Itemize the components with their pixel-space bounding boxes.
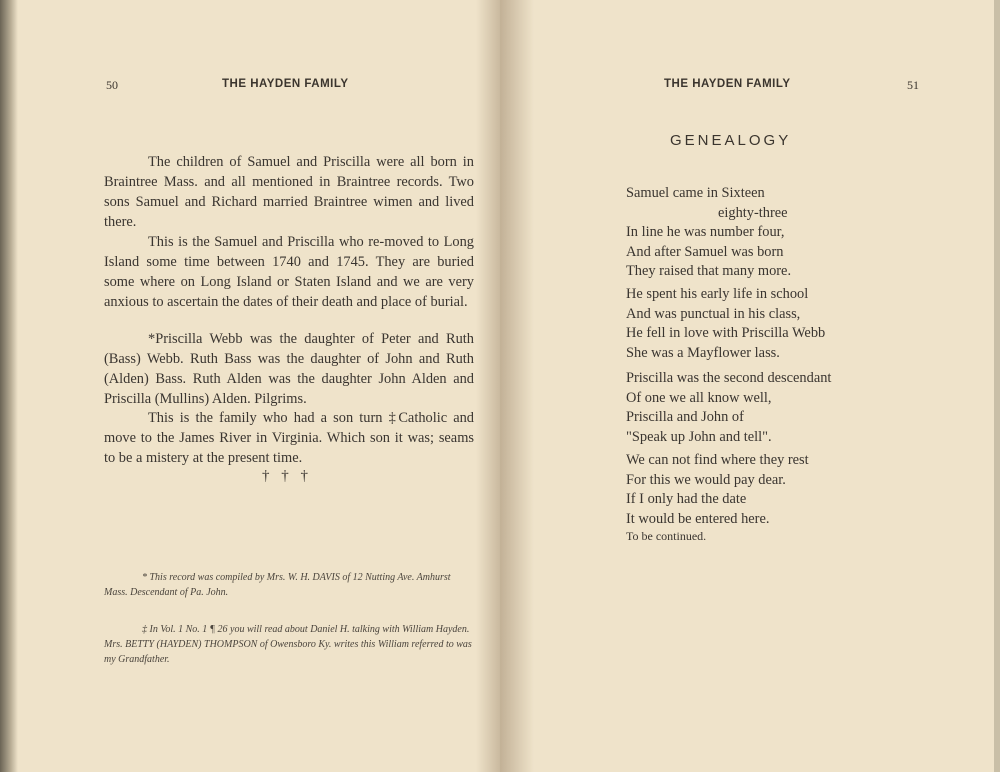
paragraph-text: This is the Samuel and Priscilla who re-moved to Long Island some time between 1740 and 1745. They are buried some where on Long Island or Staten Island and we are very anxious to ascertain the dates of their death and place of burial.: [104, 234, 474, 310]
poem-line: They raised that many more.: [626, 263, 792, 279]
paragraph: [104, 408, 474, 468]
spine-shadow: [476, 0, 500, 772]
footnote: ‡ In Vol. 1 No. 1 ¶ 26 you will read about Daniel H. talking with William Hayden. Mrs. BETTY (HAYDEN) THOMPSON of Owensboro Ky. writes this William referred to was my Grandfather.: [104, 624, 472, 665]
paragraph: [104, 152, 474, 232]
poem-line: Priscilla was the second descendant: [626, 370, 832, 386]
paragraph-text: This is the family who had a son turn ‡Catholic and move to the James River in Virginia. Which son it was; seams to be a mistery at the present time.: [104, 410, 474, 466]
poem-line: If I only had the date: [626, 491, 747, 507]
poem-stanza: [626, 451, 809, 529]
poem-line: It would be entered here.: [626, 510, 770, 527]
paragraph: [104, 232, 474, 312]
paragraph: [104, 329, 474, 409]
running-head: THE HAYDEN FAMILY: [222, 78, 349, 90]
poem-line: Of one we all know well,: [626, 389, 772, 406]
poem-line: He fell in love with Priscilla Webb: [626, 325, 826, 341]
running-head: THE HAYDEN FAMILY: [664, 78, 791, 90]
page-edge: [0, 0, 18, 772]
poem-line: She was a Mayflower lass.: [626, 344, 780, 361]
poem-line: He spent his early life in school: [626, 286, 809, 302]
paragraph-text: The children of Samuel and Priscilla were all born in Braintree Mass. and all mentioned in Braintree records. Two sons Samuel and Richard married Braintree wimen and lived there.: [104, 154, 474, 230]
poem-line: Samuel came in Sixteen: [626, 185, 765, 201]
poem-line: And was punctual in his class,: [626, 305, 801, 322]
section-heading: GENEALOGY: [670, 132, 792, 149]
poem-stanza: [626, 369, 831, 447]
poem-line: eighty-three: [718, 204, 788, 221]
paragraph-text: *Priscilla Webb was the daughter of Peter and Ruth (Bass) Webb. Ruth Bass was the daughter of John and Ruth (Alden) Bass. Ruth Alden was the daughter John Alden and Priscilla (Mullins) Alden. Pilgrims.: [104, 331, 474, 407]
poem-stanza: [626, 184, 791, 282]
page-number: 50: [106, 78, 118, 92]
page-edge: [994, 0, 1000, 772]
poem-line: For this we would pay dear.: [626, 471, 786, 488]
ornament-crosses: † † †: [262, 468, 312, 484]
poem-stanza: [626, 285, 825, 363]
spine-shadow: [500, 0, 534, 772]
poem-line: Priscilla and John of: [626, 409, 744, 425]
poem-line: And after Samuel was born: [626, 243, 784, 260]
continued-note: To be continued.: [626, 529, 707, 543]
footnote: * This record was compiled by Mrs. W. H. DAVIS of 12 Nutting Ave. Amhurst Mass. Descendant of Pa. John.: [104, 572, 451, 598]
page-number: 51: [907, 78, 919, 92]
poem-line: "Speak up John and tell".: [626, 428, 772, 445]
poem-line: We can not find where they rest: [626, 452, 809, 468]
poem-line: In line he was number four,: [626, 224, 785, 240]
